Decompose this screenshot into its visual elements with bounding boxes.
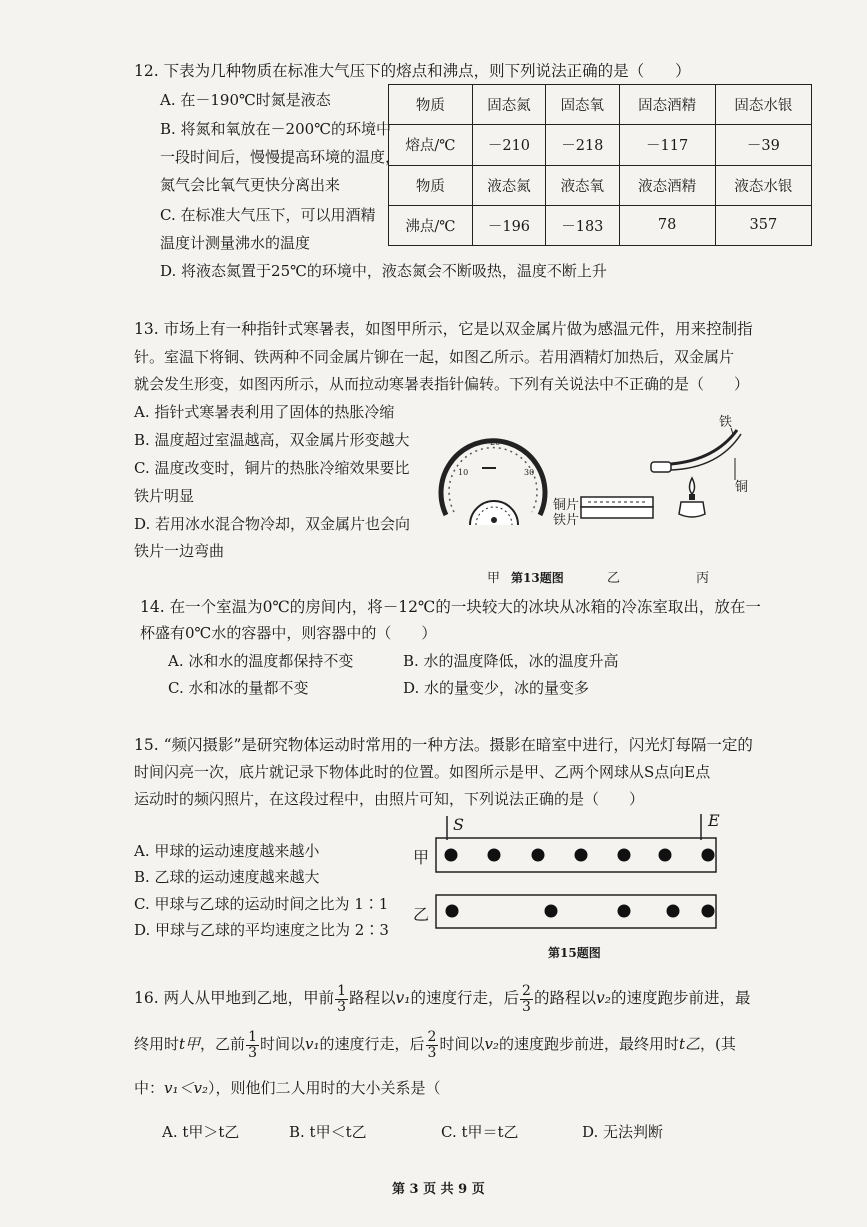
fraction-two-thirds: $\frac{2}{3}$ (522, 982, 531, 1015)
var-v2: v₂ (595, 989, 611, 1007)
table-row (389, 165, 812, 205)
q13-stem-line3: 就会发生形变，如图丙所示，从而拉动寒暑表指针偏转。下列有关说法中不正确的是（ ） (134, 375, 750, 393)
tennis-ball (446, 905, 459, 918)
table-row (389, 125, 812, 165)
tennis-ball (488, 849, 501, 862)
tennis-ball (575, 849, 588, 862)
strobe-photo-figure (432, 812, 722, 942)
q16-line3 (134, 1078, 441, 1098)
fraction-one-third: $\frac{1}{3}$ (248, 1028, 257, 1061)
figure-label-yi: 乙 (607, 571, 621, 586)
q13-option-b: B. 温度超过室温越高，双金属片形变越大 (134, 431, 410, 449)
tennis-ball (618, 905, 631, 918)
q12-option-d: D. 将液态氮置于25℃的环境中，液态氮会不断吸热，温度不断上升 (160, 262, 607, 280)
tennis-ball (532, 849, 545, 862)
svg-text:30: 30 (524, 468, 535, 477)
q12-option-c-line1: C. 在标准大气压下，可以用酒精 (160, 206, 376, 224)
tennis-ball (667, 905, 680, 918)
table-cell: －117 (619, 125, 715, 165)
q14-stem-line1: 14. 在一个室温为0℃的房间内，将－12℃的一块较大的冰块从冰箱的冷冻室取出，放在一 (140, 598, 761, 616)
q16-option-d: D. 无法判断 (582, 1123, 664, 1141)
q16-line2 (134, 1029, 736, 1061)
table-cell: 固态氮 (472, 85, 545, 125)
q12-option-b-line1: B. 将氮和氧放在－200℃的环境中 (160, 120, 391, 138)
q16-text: 终用时 (134, 1035, 180, 1053)
q16-text: 的路程以 (533, 989, 596, 1007)
q14-option-d: D. 水的量变少，冰的量变多 (403, 679, 590, 697)
label-s: S (453, 815, 464, 834)
q12-stem: 12. 下表为几种物质在标准大气压下的熔点和沸点，则下列说法正确的是（ ） (134, 62, 691, 80)
label-ball-yi: 乙 (413, 905, 430, 924)
q13-stem-line2: 针。室温下将铜、铁两种不同金属片铆在一起，如图乙所示。若用酒精灯加热后，双金属片 (134, 348, 735, 366)
table-cell: －218 (546, 125, 619, 165)
page-number: 第 3 页 共 9 页 (392, 1182, 485, 1197)
table-cell: 固态酒精 (619, 85, 715, 125)
q16-text: ，(其 (700, 1035, 736, 1053)
q16-text: 的速度行走，后 (410, 989, 520, 1007)
table-cell: －39 (715, 125, 811, 165)
label-copper-strip: 铜片 (553, 498, 580, 513)
q16-line1 (134, 983, 750, 1015)
q12-option-a: A. 在－190℃时氮是液态 (160, 91, 331, 109)
table-cell: 固态氧 (546, 85, 619, 125)
label-e: E (708, 811, 720, 830)
figure-caption: 第13题图 (511, 571, 564, 585)
tennis-ball (545, 905, 558, 918)
q14-option-a: A. 冰和水的温度都保持不变 (168, 652, 354, 670)
q16-text: 时间以 (259, 1035, 305, 1053)
fraction-two-thirds: $\frac{2}{3}$ (427, 1028, 437, 1061)
table-cell: －196 (472, 205, 545, 245)
tennis-ball (618, 849, 631, 862)
svg-text:10: 10 (458, 468, 469, 477)
q16-text: 的速度跑步前进，最 (610, 989, 751, 1007)
q16-text: 的速度跑步前进，最终用时 (498, 1035, 679, 1053)
figure-label-bing: 丙 (696, 571, 710, 586)
q15-stem-line3: 运动时的频闪照片，在这段过程中，由照片可知，下列说法正确的是（ ） (134, 790, 645, 808)
q15-option-a: A. 甲球的运动速度越来越小 (134, 842, 320, 860)
q12-option-b-line3: 氮气会比氧气更快分离出来 (160, 176, 341, 194)
q12-option-b-line2: 一段时间后，慢慢提高环境的温度， (160, 148, 401, 166)
q16-text: 的速度行走，后 (319, 1035, 425, 1053)
svg-text:20: 20 (490, 438, 501, 447)
var-v1: v₁ (305, 1035, 320, 1053)
var-relation: v₁＜v₂ (164, 1079, 208, 1097)
tennis-ball (659, 849, 672, 862)
table-cell: 沸点/℃ (389, 205, 473, 245)
q14-option-b: B. 水的温度降低，冰的温度升高 (403, 652, 619, 670)
tennis-ball (702, 849, 715, 862)
tennis-ball (445, 849, 458, 862)
var-t-jia: t甲 (179, 1035, 201, 1053)
q13-option-a: A. 指针式寒暑表利用了固体的热胀冷缩 (134, 403, 395, 421)
table-cell: 78 (619, 205, 715, 245)
label-iron-strip: 铁片 (553, 513, 580, 528)
table-cell: 液态水银 (715, 165, 811, 205)
q13-option-c-line2: 铁片明显 (134, 487, 195, 505)
label-copper: 铜 (735, 480, 749, 495)
q15-option-b: B. 乙球的运动速度越来越大 (134, 868, 320, 886)
q15-option-d: D. 甲球与乙球的平均速度之比为 2∶3 (134, 921, 389, 939)
q13-stem-line1: 13. 市场上有一种指针式寒暑表，如图甲所示，它是以双金属片做为感温元件，用来控制指 (134, 320, 753, 338)
q16-text: 时间以 (439, 1035, 485, 1053)
q12-option-c-line2: 温度计测量沸水的温度 (160, 234, 311, 252)
table-cell: 物质 (389, 165, 473, 205)
q16-text: 中： (134, 1079, 165, 1097)
table-cell: 熔点/℃ (389, 125, 473, 165)
figure-label-jia: 甲 (487, 571, 501, 586)
var-v1: v₁ (395, 989, 411, 1007)
var-v2: v₂ (484, 1035, 499, 1053)
q14-stem-line2: 杯盛有0℃水的容器中，则容器中的（ ） (140, 624, 437, 642)
q13-option-c-line1: C. 温度改变时，铜片的热胀冷缩效果要比 (134, 459, 410, 477)
thermometer-dial-figure (436, 420, 546, 530)
q16-text: 16. 两人从甲地到乙地，甲前 (134, 989, 335, 1007)
fraction-one-third: $\frac{1}{3}$ (337, 982, 346, 1015)
label-iron: 铁 (719, 415, 733, 430)
q13-option-d-line1: D. 若用冰水混合物冷却，双金属片也会向 (134, 515, 411, 533)
q15-option-c: C. 甲球与乙球的运动时间之比为 1∶1 (134, 895, 389, 913)
heated-bent-strip-figure (645, 428, 745, 528)
table-cell: 液态氧 (546, 165, 619, 205)
q16-option-c: C. t甲＝t乙 (441, 1123, 519, 1141)
table-cell: －183 (546, 205, 619, 245)
table-cell: －210 (472, 125, 545, 165)
q16-text: ），则他们二人用时的大小关系是（ (208, 1079, 441, 1097)
table-cell: 物质 (389, 85, 473, 125)
melting-boiling-table (388, 84, 812, 246)
table-cell: 液态酒精 (619, 165, 715, 205)
table-cell: 357 (715, 205, 811, 245)
tennis-ball (702, 905, 715, 918)
q16-option-a: A. t甲＞t乙 (162, 1123, 240, 1141)
q15-stem-line2: 时间闪亮一次，底片就记录下物体此时的位置。如图所示是甲、乙两个网球从S点向E点 (134, 763, 711, 781)
q16-text: 路程以 (349, 989, 396, 1007)
table-cell: 固态水银 (715, 85, 811, 125)
q15-stem-line1: 15. “频闪摄影”是研究物体运动时常用的一种方法。摄影在暗室中进行，闪光灯每隔一定的 (134, 736, 753, 754)
var-t-yi: t乙 (678, 1035, 700, 1053)
q16-option-b: B. t甲＜t乙 (289, 1123, 367, 1141)
label-ball-jia: 甲 (413, 848, 430, 867)
table-cell: 液态氮 (472, 165, 545, 205)
q16-text: ，乙前 (200, 1035, 246, 1053)
q13-option-d-line2: 铁片一边弯曲 (134, 542, 225, 560)
q14-option-c: C. 水和冰的量都不变 (168, 679, 309, 697)
table-row (389, 205, 812, 245)
q15-figure-caption: 第15题图 (548, 946, 601, 960)
table-row (389, 85, 812, 125)
